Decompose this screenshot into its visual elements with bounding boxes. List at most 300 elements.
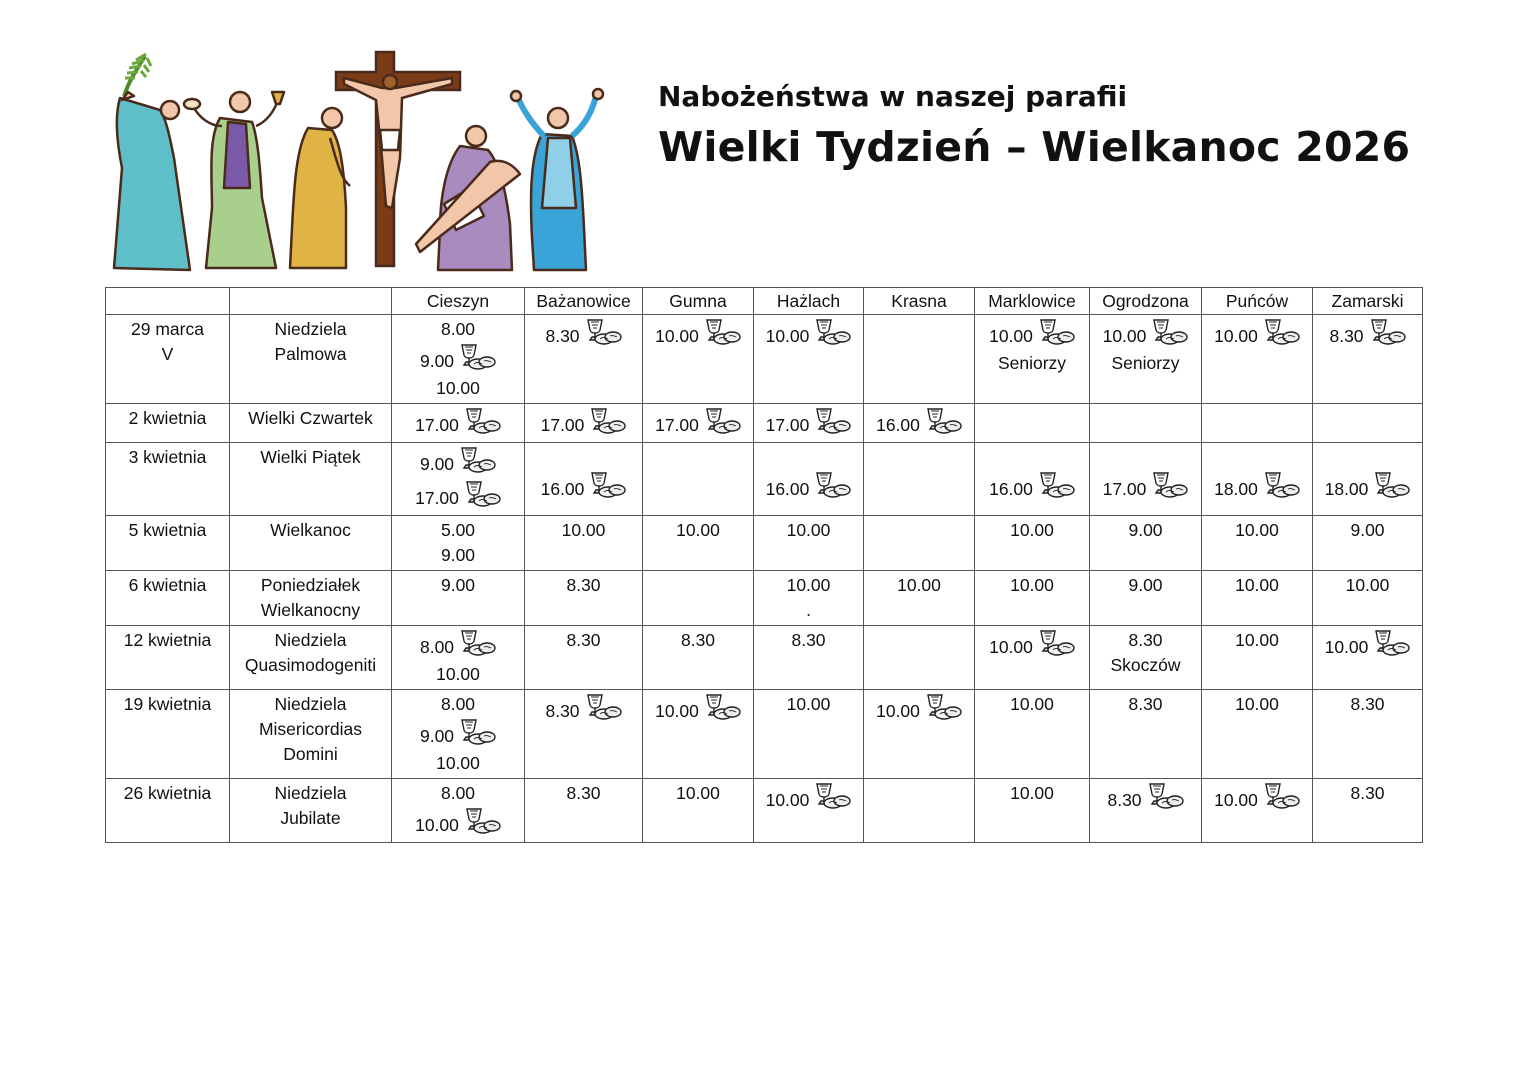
chalice-and-host-icon (811, 781, 851, 811)
time-cell (525, 443, 643, 516)
date-text: 26 kwietnia (123, 783, 212, 803)
chalice-and-host-icon (456, 445, 496, 475)
figure-yellow (290, 108, 350, 268)
date-text: 29 marca (131, 319, 204, 339)
spacer (527, 445, 640, 470)
communion-service-entry (756, 470, 861, 504)
service-name-cell (230, 690, 392, 779)
time-cell (1202, 404, 1313, 443)
time-cell (975, 626, 1090, 690)
header-cell-marklowice: Marklowice (975, 288, 1090, 315)
service-time: 10.00 (1010, 783, 1054, 803)
time-cell (643, 571, 754, 626)
time-cell (864, 779, 975, 843)
time-cell (754, 779, 864, 843)
service-time: 8.30 (1350, 783, 1385, 803)
communion-service-entry (1315, 317, 1420, 351)
service-entry (977, 573, 1087, 598)
communion-service-entry (756, 406, 861, 440)
chalice-and-host-icon (1366, 317, 1406, 347)
time-cell (525, 571, 643, 626)
chalice-and-host-icon (1370, 628, 1410, 658)
communion-service-entry (394, 628, 522, 662)
table-row (106, 626, 1423, 690)
page-subtitle: Nabożeństwa w naszej parafii (658, 80, 1128, 113)
service-time: 10.00 (1102, 326, 1147, 346)
time-cell (975, 404, 1090, 443)
chalice-and-host-icon (1148, 470, 1188, 500)
service-time: 10.00 (655, 326, 699, 346)
time-cell (1202, 571, 1313, 626)
service-time: 8.30 (680, 630, 716, 650)
service-entry (645, 781, 751, 806)
service-name-text: Niedziela (274, 783, 347, 803)
service-time: 10.00 (1235, 520, 1279, 540)
service-time: 10.00 (876, 701, 920, 721)
communion-service-entry (394, 479, 522, 513)
service-time: 9.00 (1350, 520, 1385, 540)
date-cell (106, 315, 230, 404)
communion-service-entry (866, 692, 972, 726)
time-cell (754, 443, 864, 516)
service-entry (977, 692, 1087, 717)
chalice-and-host-icon (456, 342, 496, 372)
time-cell (754, 516, 864, 571)
time-cell (975, 690, 1090, 779)
time-cell (643, 315, 754, 404)
service-entry (1092, 518, 1199, 543)
service-time: 5.00 (440, 520, 476, 540)
communion-service-entry (1204, 317, 1310, 351)
service-name-text: Wielkanocny (260, 600, 361, 620)
communion-service-entry (756, 781, 861, 815)
table-row (106, 571, 1423, 626)
service-entry (1204, 628, 1310, 653)
service-time: 16.00 (989, 479, 1033, 499)
service-time: 17.00 (655, 415, 699, 435)
service-entry (394, 781, 522, 806)
time-cell (1202, 443, 1313, 516)
time-cell (975, 315, 1090, 404)
chalice-and-host-icon (461, 806, 501, 836)
time-cell (975, 779, 1090, 843)
service-time: 8.00 (440, 783, 476, 803)
table-header-row (106, 288, 1423, 315)
time-cell (392, 443, 525, 516)
communion-service-entry (977, 317, 1087, 351)
time-cell (643, 626, 754, 690)
chalice-and-host-icon (456, 628, 496, 658)
service-name-cell (230, 779, 392, 843)
service-time: 16.00 (876, 415, 920, 435)
time-cell (1090, 690, 1202, 779)
time-cell (1313, 315, 1423, 404)
chalice-and-host-icon (922, 692, 962, 722)
figure-palm (114, 54, 190, 270)
service-time: 10.00 (436, 753, 480, 773)
service-time: 8.30 (1107, 790, 1142, 810)
communion-service-entry (1092, 317, 1199, 351)
time-cell (1313, 516, 1423, 571)
chalice-and-host-icon (701, 692, 741, 722)
date-cell (106, 626, 230, 690)
time-cell (1090, 315, 1202, 404)
communion-service-entry (1315, 628, 1420, 662)
time-cell (864, 315, 975, 404)
service-schedule-table (105, 287, 1423, 843)
header-cell-ogrodzona: Ogrodzona (1090, 288, 1202, 315)
date-cell (106, 404, 230, 443)
time-cell (392, 626, 525, 690)
service-entry (1315, 692, 1420, 717)
service-time: 16.00 (540, 479, 585, 499)
service-name-text: Wielkanoc (270, 520, 351, 540)
time-cell (1090, 571, 1202, 626)
time-cell (525, 516, 643, 571)
service-entry (756, 573, 861, 598)
time-cell (975, 516, 1090, 571)
time-cell (392, 404, 525, 443)
service-time: 10.00 (786, 520, 831, 540)
service-time: 10.00 (1345, 575, 1390, 595)
date-text: 12 kwietnia (123, 630, 212, 650)
chalice-and-host-icon (811, 470, 851, 500)
table-row (106, 779, 1423, 843)
communion-service-entry (394, 342, 522, 376)
service-entry (866, 573, 972, 598)
service-time: Seniorzy (997, 353, 1067, 373)
service-time: 10.00 (676, 520, 720, 540)
chalice-and-host-icon (811, 406, 851, 436)
service-time: 10.00 (1214, 790, 1258, 810)
service-entry (977, 351, 1087, 376)
service-time: 10.00 (436, 378, 480, 398)
service-time: 10.00 (1235, 630, 1279, 650)
service-time: 18.00 (1214, 479, 1258, 499)
date-text: 6 kwietnia (128, 575, 207, 595)
communion-service-entry (1092, 781, 1199, 815)
service-time: 10.00 (1235, 575, 1279, 595)
service-entry (977, 518, 1087, 543)
time-cell (975, 571, 1090, 626)
service-time: 10.00 (1010, 520, 1054, 540)
service-time: 9.00 (1128, 575, 1163, 595)
chalice-and-host-icon (456, 717, 496, 747)
service-time: 10.00 (989, 326, 1033, 346)
service-name-cell (230, 626, 392, 690)
service-time: 8.30 (545, 701, 580, 721)
communion-service-entry (527, 317, 640, 351)
communion-service-entry (394, 445, 522, 479)
service-time: 10.00 (1010, 575, 1054, 595)
service-name-text: Niedziela (274, 630, 347, 650)
service-time: 8.00 (440, 694, 476, 714)
date-text: 2 kwietnia (128, 408, 207, 428)
communion-service-entry (527, 406, 640, 440)
chalice-and-host-icon (922, 406, 962, 436)
service-entry (394, 317, 522, 342)
communion-service-entry (394, 406, 522, 440)
header-cell-krasna: Krasna (864, 288, 975, 315)
time-cell (525, 315, 643, 404)
header-cell-hazlach: Hażlach (754, 288, 864, 315)
chalice-and-host-icon (586, 470, 626, 500)
time-cell (864, 571, 975, 626)
service-entry (645, 518, 751, 543)
header-cell-puncow: Puńców (1202, 288, 1313, 315)
time-cell (975, 443, 1090, 516)
service-entry (1315, 781, 1420, 806)
service-entry (527, 573, 640, 598)
time-cell (643, 516, 754, 571)
service-name-cell (230, 404, 392, 443)
table-row (106, 443, 1423, 516)
communion-service-entry (394, 806, 522, 840)
time-cell (392, 571, 525, 626)
service-time: 9.00 (1128, 520, 1163, 540)
time-cell (1313, 690, 1423, 779)
service-time: 10.00 (897, 575, 941, 595)
service-name-text: Wielki Piątek (260, 447, 361, 467)
table-row (106, 690, 1423, 779)
figure-pieta (416, 126, 520, 270)
service-name-text: Poniedziałek (260, 575, 361, 595)
time-cell (1090, 626, 1202, 690)
service-time: 10.00 (561, 520, 606, 540)
spacer (756, 445, 861, 470)
chalice-and-host-icon (586, 406, 626, 436)
service-time: 17.00 (1102, 479, 1147, 499)
date-cell (106, 690, 230, 779)
time-cell (1202, 779, 1313, 843)
service-time: 10.00 (1235, 694, 1279, 714)
service-entry (394, 573, 522, 598)
time-cell (754, 315, 864, 404)
service-time: 17.00 (415, 488, 459, 508)
chalice-and-host-icon (701, 317, 741, 347)
chalice-and-host-icon (1148, 317, 1188, 347)
date-text: 19 kwietnia (123, 694, 212, 714)
time-cell (864, 404, 975, 443)
service-time: 8.30 (1329, 326, 1364, 346)
service-entry (527, 781, 640, 806)
service-entry (394, 543, 522, 568)
time-cell (754, 571, 864, 626)
service-entry (527, 518, 640, 543)
time-cell (1090, 443, 1202, 516)
header-cell-bazanowice: Bażanowice (525, 288, 643, 315)
chalice-and-host-icon (1260, 317, 1300, 347)
chalice-and-host-icon (582, 317, 622, 347)
time-cell (1313, 443, 1423, 516)
service-entry (1092, 692, 1199, 717)
time-cell (392, 516, 525, 571)
time-cell (864, 443, 975, 516)
service-entry (977, 781, 1087, 806)
service-name-text: Misericordias (258, 719, 363, 739)
date-cell (106, 779, 230, 843)
service-time: 10.00 (1324, 637, 1369, 657)
service-time: 8.00 (419, 637, 455, 657)
service-entry (645, 628, 751, 653)
service-time: Skoczów (1110, 655, 1181, 675)
service-name-text: Niedziela (274, 319, 347, 339)
service-time: 17.00 (540, 415, 585, 435)
time-cell (1090, 404, 1202, 443)
date-cell (106, 443, 230, 516)
service-name-text: Niedziela (274, 694, 347, 714)
service-time: 17.00 (765, 415, 810, 435)
spacer (1315, 445, 1420, 470)
date-text: 3 kwietnia (128, 447, 207, 467)
time-cell (754, 404, 864, 443)
service-time: 17.00 (415, 415, 459, 435)
service-entry (394, 376, 522, 401)
chalice-and-host-icon (701, 406, 741, 436)
header-cell-gumna: Gumna (643, 288, 754, 315)
table-row (106, 404, 1423, 443)
service-time: 10.00 (765, 326, 810, 346)
service-time: 10.00 (786, 575, 831, 595)
service-time: 10.00 (415, 815, 459, 835)
service-entry (756, 518, 861, 543)
service-time: 10.00 (676, 783, 720, 803)
time-cell (643, 404, 754, 443)
service-name-text: Domini (283, 744, 338, 764)
service-name-text: Wielki Czwartek (248, 408, 373, 428)
service-entry (756, 692, 861, 717)
communion-service-entry (1204, 781, 1310, 815)
service-entry (527, 628, 640, 653)
service-entry (1315, 573, 1420, 598)
chalice-and-host-icon (1035, 628, 1075, 658)
time-cell (864, 626, 975, 690)
communion-service-entry (527, 470, 640, 504)
service-time: 10.00 (436, 664, 480, 684)
service-entry (394, 518, 522, 543)
time-cell (1313, 779, 1423, 843)
chalice-and-host-icon (1035, 470, 1075, 500)
service-time: 9.00 (419, 726, 455, 746)
service-name-text: Palmowa (274, 344, 347, 364)
header-cell-cieszyn: Cieszyn (392, 288, 525, 315)
date-text: 5 kwietnia (128, 520, 207, 540)
communion-service-entry (756, 317, 861, 351)
communion-service-entry (977, 470, 1087, 504)
service-name-cell (230, 516, 392, 571)
communion-service-entry (645, 692, 751, 726)
time-cell (1090, 516, 1202, 571)
service-name-cell (230, 443, 392, 516)
service-entry (1092, 573, 1199, 598)
time-cell (754, 690, 864, 779)
communion-service-entry (1204, 470, 1310, 504)
figure-bread (184, 92, 284, 268)
service-time: 10.00 (989, 637, 1033, 657)
service-name-text: Quasimodogeniti (244, 655, 377, 675)
date-cell (106, 516, 230, 571)
time-cell (525, 779, 643, 843)
service-time: 8.30 (566, 783, 601, 803)
chalice-and-host-icon (461, 406, 501, 436)
chalice-and-host-icon (461, 479, 501, 509)
service-entry (1092, 628, 1199, 653)
service-time: 9.00 (419, 351, 455, 371)
service-entry (1315, 518, 1420, 543)
service-time: 8.30 (1128, 694, 1163, 714)
time-cell (392, 779, 525, 843)
time-cell (643, 690, 754, 779)
service-time: 10.00 (786, 694, 831, 714)
header-cell (106, 288, 230, 315)
service-entry (1204, 692, 1310, 717)
time-cell (525, 626, 643, 690)
chalice-and-host-icon (1144, 781, 1184, 811)
time-cell (525, 404, 643, 443)
service-time: 18.00 (1324, 479, 1369, 499)
service-time: 9.00 (440, 545, 476, 565)
service-entry (1204, 518, 1310, 543)
communion-service-entry (1315, 470, 1420, 504)
communion-service-entry (866, 406, 972, 440)
date-text: V (161, 344, 174, 364)
time-cell (1202, 516, 1313, 571)
service-entry (394, 751, 522, 776)
service-time: 8.30 (566, 630, 601, 650)
service-time: 10.00 (1010, 694, 1054, 714)
header-cell-zamarski: Zamarski (1313, 288, 1423, 315)
chalice-and-host-icon (1370, 470, 1410, 500)
time-cell (1202, 690, 1313, 779)
service-time: 16.00 (765, 479, 810, 499)
time-cell (864, 516, 975, 571)
spacer (1204, 445, 1310, 470)
page-title: Wielki Tydzień – Wielkanoc 2026 (658, 123, 1411, 171)
service-time: 8.30 (545, 326, 580, 346)
time-cell (392, 315, 525, 404)
table-row (106, 516, 1423, 571)
communion-service-entry (527, 692, 640, 726)
communion-service-entry (977, 628, 1087, 662)
time-cell (643, 443, 754, 516)
service-entry (394, 692, 522, 717)
service-time: 9.00 (419, 454, 455, 474)
spacer (1092, 445, 1199, 470)
service-time: 8.00 (440, 319, 476, 339)
time-cell (392, 690, 525, 779)
time-cell (1202, 626, 1313, 690)
communion-service-entry (645, 317, 751, 351)
spacer (977, 445, 1087, 470)
time-cell (754, 626, 864, 690)
service-time: 8.30 (1350, 694, 1385, 714)
service-name-cell (230, 571, 392, 626)
header-cell (230, 288, 392, 315)
service-time: 10.00 (655, 701, 699, 721)
service-entry (756, 598, 861, 623)
time-cell (1090, 779, 1202, 843)
time-cell (525, 690, 643, 779)
chalice-and-host-icon (1260, 470, 1300, 500)
time-cell (1313, 404, 1423, 443)
service-time: 8.30 (1128, 630, 1163, 650)
service-time: 8.30 (566, 575, 601, 595)
service-time: Seniorzy (1111, 353, 1180, 373)
time-cell (1313, 626, 1423, 690)
service-entry (1092, 351, 1199, 376)
time-cell (643, 779, 754, 843)
service-name-text: Jubilate (280, 808, 341, 828)
